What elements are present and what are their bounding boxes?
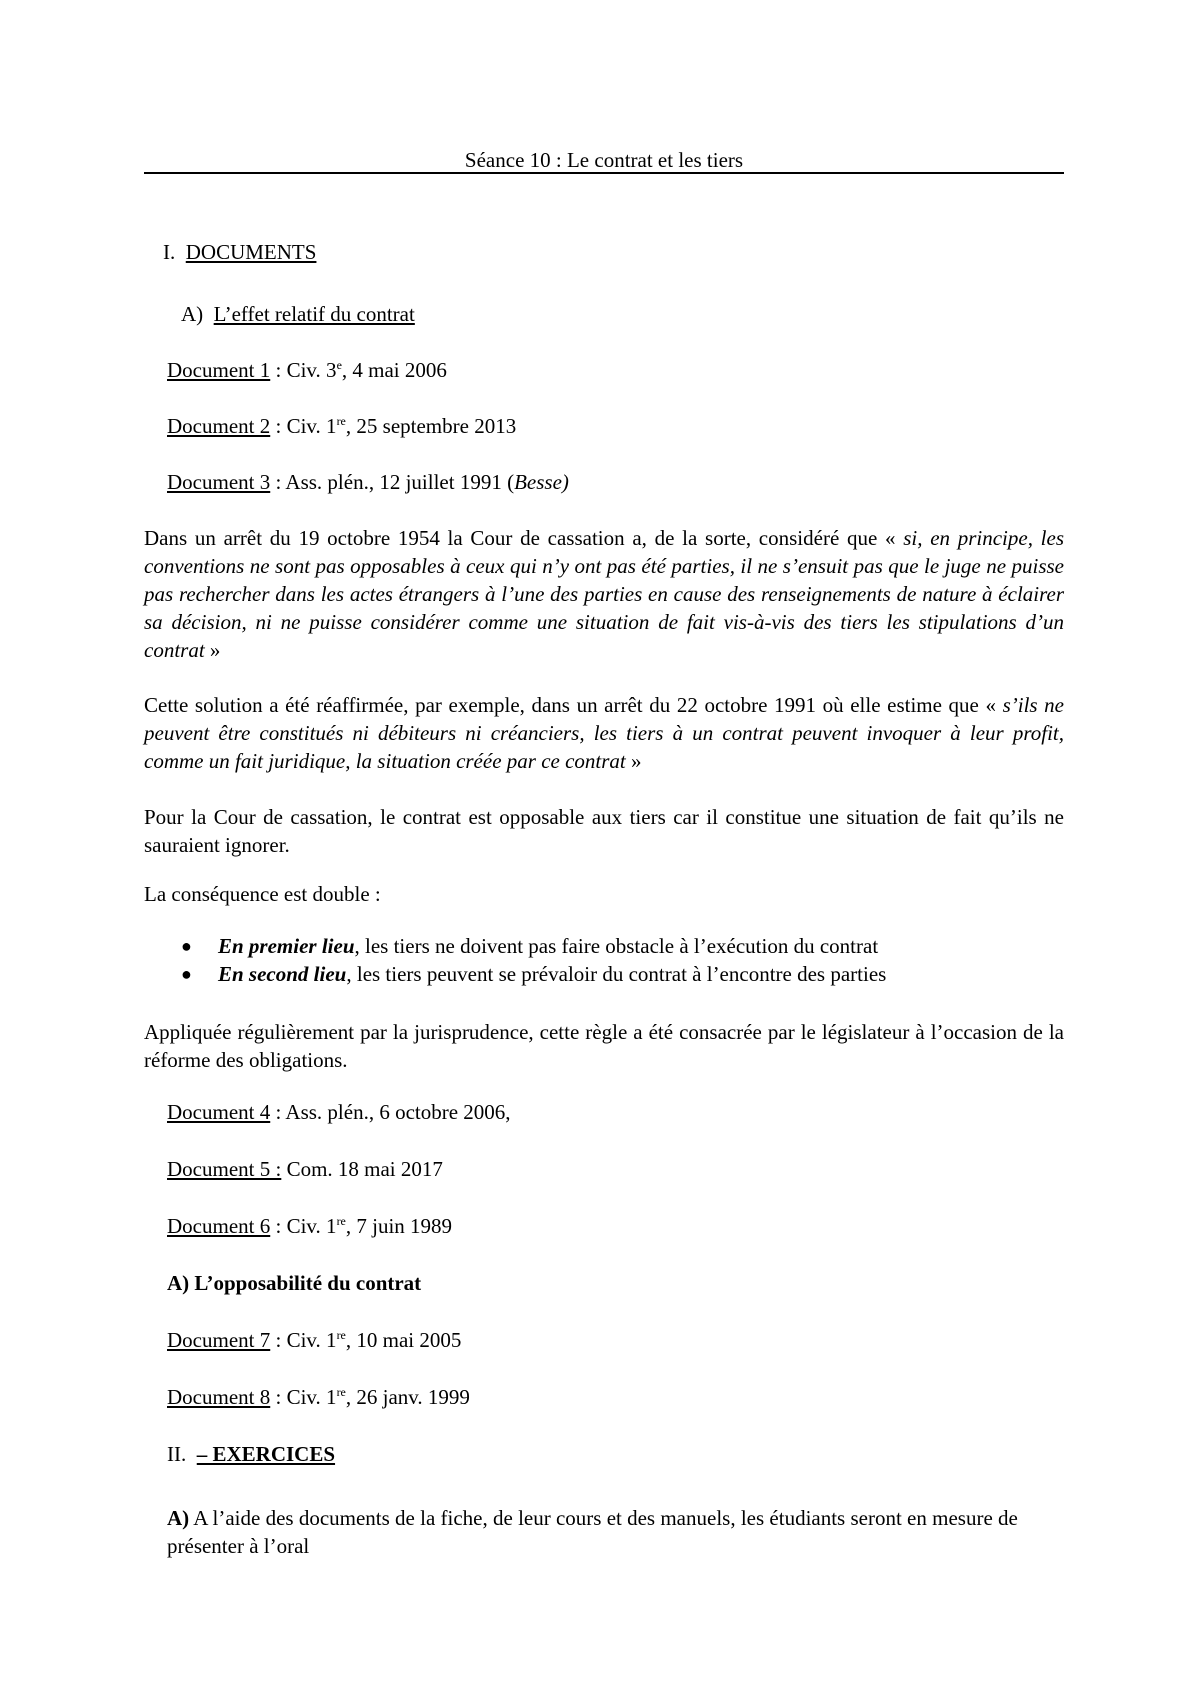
court-ref: Com. 18 mai 2017 (286, 1157, 443, 1181)
date-ref: , 10 mai 2005 (345, 1328, 462, 1352)
court-ref: Ass. plén., 12 juillet 1991 ( (285, 470, 515, 494)
quote-close: » (625, 749, 642, 773)
paragraph-opposabilite: Pour la Cour de cassation, le contrat est opposable aux tiers car il constitue une situation de fait qu’ils ne sauraient ignorer. (144, 805, 1064, 857)
separator: : (270, 414, 287, 438)
paragraph-intro: Dans un arrêt du 19 octobre 1954 la Cour de cassation a, de la sorte, considéré que « (144, 526, 904, 550)
consequence-list (144, 932, 1044, 988)
paragraph-intro: Cette solution a été réaffirmée, par exemple, dans un arrêt du 22 octobre 1991 où elle estime que « (144, 693, 1003, 717)
document-label: Document 2 (167, 414, 271, 438)
court-ref: Ass. plén., 6 octobre 2006, (285, 1100, 511, 1124)
court-ref: Civ. 3 (286, 358, 337, 382)
document-label: Document 4 (167, 1100, 271, 1124)
document-label: Document 8 (167, 1385, 271, 1409)
bullet-icon: ● (181, 936, 192, 956)
ordinal-sup: e (336, 358, 342, 372)
quotation: s’ils ne peuvent être constitués ni débiteurs ni créanciers, les tiers à un contrat peuvent invoquer à leur profit, comme un fait juridique, la situation créée par ce contrat (144, 693, 1065, 773)
quote-close: » (204, 638, 221, 662)
paragraph-arret-1991 (144, 691, 1064, 775)
section-title: – EXERCICES (196, 1442, 336, 1466)
bullet-lead: En premier lieu (218, 934, 355, 958)
section-heading-documents (163, 238, 316, 266)
header-divider (144, 172, 1064, 174)
subsection-letter: A) (181, 302, 204, 326)
exercise-letter: A) (167, 1506, 190, 1530)
bullet-text: , les tiers peuvent se prévaloir du contrat à l’encontre des parties (346, 962, 887, 986)
document-ref-2 (167, 412, 516, 440)
document-label: Document 6 (167, 1214, 271, 1238)
document-ref-5 (167, 1155, 443, 1183)
paragraph-consequence: La conséquence est double : (144, 882, 381, 906)
subsection-heading-opposabilite: A) L’opposabilité du contrat (167, 1271, 422, 1295)
date-ref: , 7 juin 1989 (345, 1214, 453, 1238)
case-name: Besse) (514, 470, 569, 494)
document-label: Document 7 (167, 1328, 271, 1352)
date-ref: , 4 mai 2006 (341, 358, 447, 382)
exercise-a (167, 1504, 1027, 1560)
subsection-heading-effet-relatif (181, 300, 415, 328)
separator: : (270, 1385, 287, 1409)
page-title: Séance 10 : Le contrat et les tiers (464, 148, 744, 172)
court-ref: Civ. 1 (286, 414, 337, 438)
bullet-text: , les tiers ne doivent pas faire obstacle à l’exécution du contrat (354, 934, 879, 958)
paragraph-arret-1954 (144, 524, 1064, 664)
document-ref-6 (167, 1212, 452, 1240)
date-ref: , 26 janv. 1999 (345, 1385, 470, 1409)
court-ref: Civ. 1 (286, 1385, 337, 1409)
ordinal-sup: re (336, 414, 346, 428)
subsection-title: L’effet relatif du contrat (213, 302, 415, 326)
document-ref-7 (167, 1326, 461, 1354)
bullet-lead: En second lieu (218, 962, 347, 986)
list-item (144, 932, 1044, 960)
document-ref-4 (167, 1098, 511, 1126)
section-number: I. (163, 240, 176, 264)
quotation: si, en principe, les conventions ne sont pas opposables à ceux qui n’y ont pas été parties, il ne s’ensuit pas que le juge ne puisse pas rechercher dans les actes étrangers à l’une des parties en cause des renseignements de nature à éclairer sa décision, ni ne puisse considérer comme une situation de fait vis-à-vis des tiers les stipulations d’un contrat (144, 526, 1065, 662)
document-label: Document 1 (167, 358, 271, 382)
ordinal-sup: re (336, 1385, 346, 1399)
section-heading-exercices (167, 1440, 335, 1468)
separator: : (270, 1100, 286, 1124)
separator: : (270, 358, 287, 382)
document-label: Document 3 (167, 470, 271, 494)
document-ref-1 (167, 356, 447, 384)
court-ref: Civ. 1 (286, 1214, 337, 1238)
paragraph-reforme: Appliquée régulièrement par la jurisprudence, cette règle a été consacrée par le législateur à l’occasion de la réforme des obligations. (144, 1020, 1064, 1072)
section-title: DOCUMENTS (185, 240, 317, 264)
document-ref-3 (167, 468, 569, 496)
separator: : (270, 1214, 287, 1238)
separator: : (270, 470, 286, 494)
court-ref: Civ. 1 (286, 1328, 337, 1352)
section-number: II. (167, 1442, 187, 1466)
ordinal-sup: re (336, 1328, 346, 1342)
document-ref-8 (167, 1383, 470, 1411)
list-item (144, 960, 1044, 988)
bullet-icon: ● (181, 964, 192, 984)
document-label: Document 5 : (167, 1157, 282, 1181)
separator: : (270, 1328, 287, 1352)
exercise-text: A l’aide des documents de la fiche, de leur cours et des manuels, les étudiants seront en mesure de présenter à l’oral (167, 1506, 1018, 1558)
date-ref: , 25 septembre 2013 (345, 414, 517, 438)
ordinal-sup: re (336, 1214, 346, 1228)
